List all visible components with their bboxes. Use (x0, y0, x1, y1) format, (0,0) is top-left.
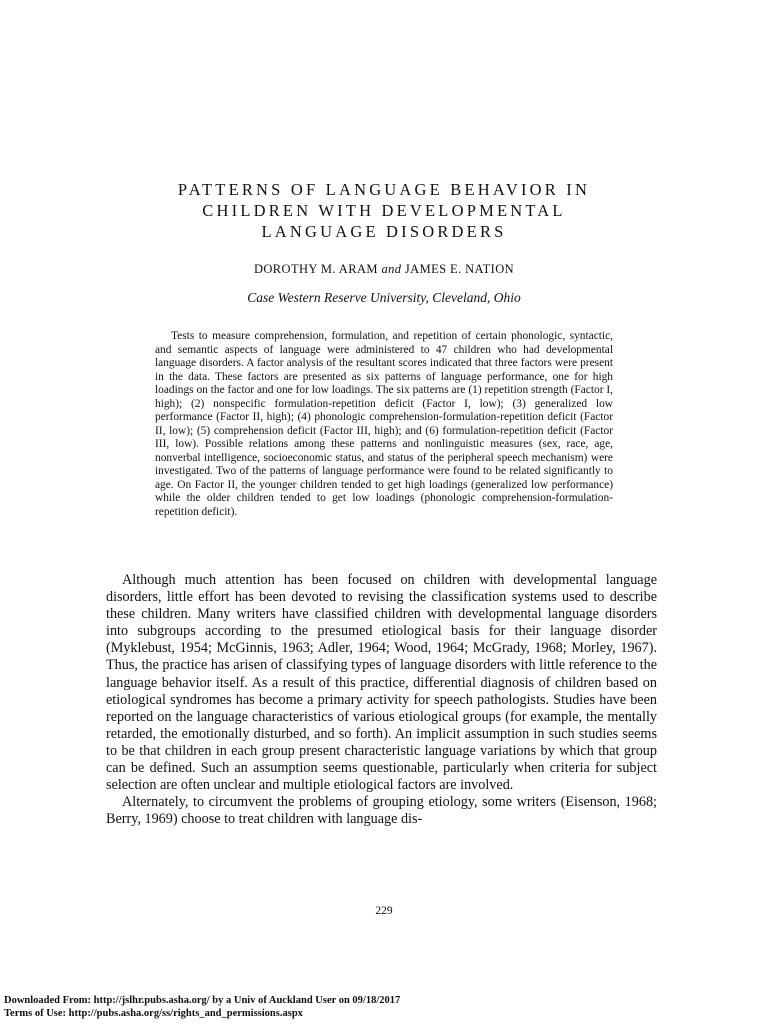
article-title (100, 179, 668, 242)
body-paragraph: Although much attention has been focused on children with developmental language disorders, little effort has been devoted to revising the classification systems used to describe these children. Many writers have classified children with developmental language disorders into subgroups according to the presumed etiological basis for their language disorder (Myklebust, 1954; McGinnis, 1963; Adler, 1964; Wood, 1964; McGrady, 1968; Morley, 1967). Thus, the practice has arisen of classifying types of language disorders with little reference to the language behavior itself. As a result of this practice, differential diagnosis of children based on etiological syndromes has become a primary activity for speech pathologists. Studies have been reported on the language characteristics of various etiological groups (for example, the mentally retarded, the emotionally disturbed, and so forth). An implicit assumption in such studies seems to be that children in each group present characteristic language variations by which that group can be defined. Such an assumption seems questionable, particularly when criteria for subject selection are often unclear and multiple etiological factors are involved. (106, 572, 657, 794)
download-notice: Downloaded From: http://jslhr.pubs.asha.org/ by a Univ of Auckland User on 09/18/2017 (4, 995, 401, 1006)
page-number: 229 (375, 905, 393, 917)
abstract: Tests to measure comprehension, formulation, and repetition of certain phonologic, syntactic, and semantic aspects of language were administered to 47 children who had developmental language disorders. A factor analysis of the resultant scores indicated that three factors were present in the data. These factors are presented as six patterns of language performance, one for high loadings on the factor and one for low loadings. The six patterns are (1) repetition strength (Factor I, high); (2) nonspecific formulation-repetition deficit (Factor I, low); (3) generalized low performance (Factor II, high); (4) phonologic comprehension-formulation-repetition deficit (Factor II, low); (5) comprehension deficit (Factor III, high); and (6) formulation-repetition deficit (Factor III, low). Possible relations among these patterns and nonlinguistic measures (sex, race, age, nonverbal intelligence, socioeconomic status, and status of the peripheral speech mechanism) were investigated. Two of the patterns of language performance were found to be related significantly to age. On Factor II, the younger children tended to get high loadings (generalized low performance) while the older children tended to get low loadings (phonologic comprehension-formulation-repetition deficit). (155, 330, 613, 518)
author-connector: and (381, 262, 402, 276)
author-byline (100, 262, 668, 277)
author-affiliation: Case Western Reserve University, Cleveland, Ohio (247, 290, 521, 305)
title-line-3: LANGUAGE DISORDERS (261, 222, 507, 242)
terms-of-use: Terms of Use: http://pubs.asha.org/ss/rights_and_permissions.aspx (4, 1007, 303, 1019)
title-line-1: PATTERNS OF LANGUAGE BEHAVIOR IN (177, 180, 591, 200)
body-paragraph: Alternately, to circumvent the problems of grouping etiology, some writers (Eisenson, 1968; Berry, 1969) choose to treat children with language dis- (106, 794, 657, 828)
download-footer (4, 995, 744, 1020)
author-name: DOROTHY M. ARAM (253, 262, 378, 276)
title-line-2: CHILDREN WITH DEVELOPMENTAL (202, 201, 566, 221)
article-body (106, 572, 657, 828)
author-name: JAMES E. NATION (404, 262, 515, 276)
